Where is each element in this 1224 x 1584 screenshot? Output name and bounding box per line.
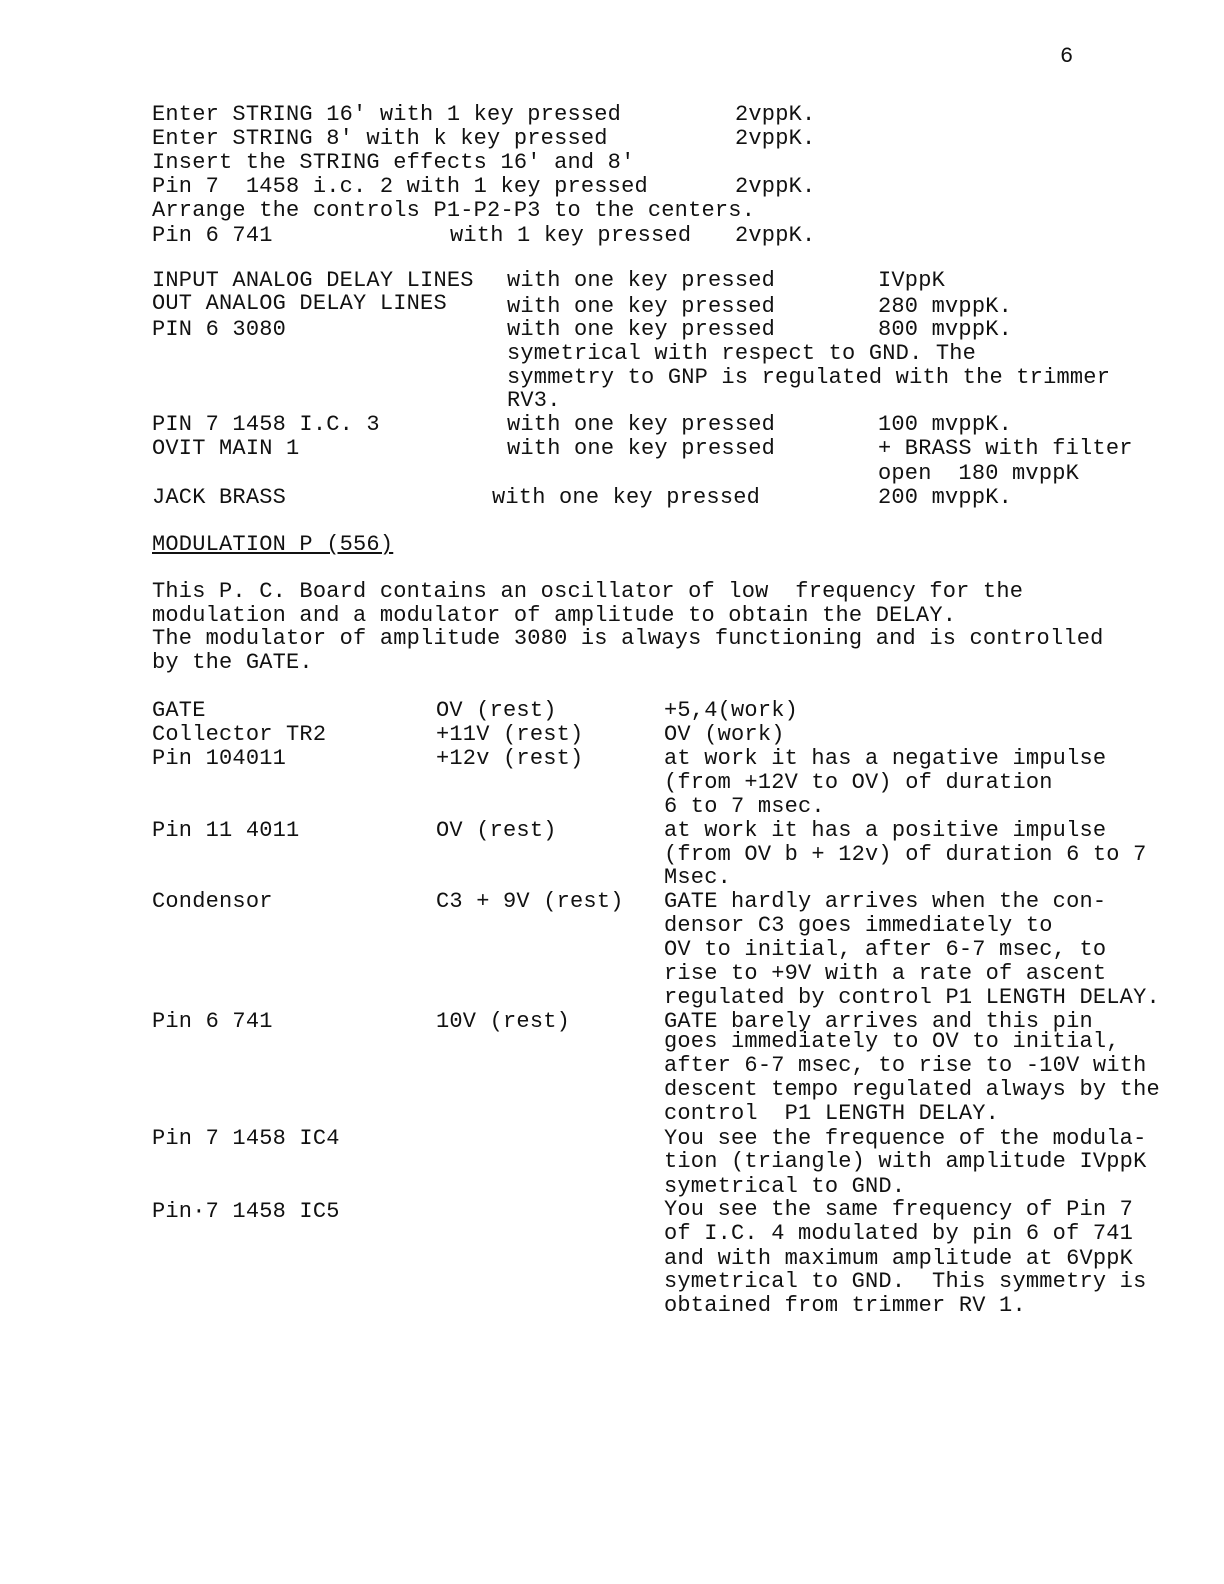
row-work-line: densor C3 goes immediately to — [664, 913, 1053, 938]
analog-cond: with one key pressed — [507, 412, 776, 437]
row-work-line: Msec. — [664, 865, 732, 890]
intro-line-6: Pin 6 741 — [152, 223, 273, 248]
row-work-line: control P1 LENGTH DELAY. — [664, 1101, 1000, 1126]
row-work-line: +5,4(work) — [664, 698, 799, 723]
analog-value-cont: open 180 mvppK — [878, 461, 1080, 486]
row-rest: OV (rest) — [436, 698, 557, 723]
row-work-line: descent tempo regulated always by the — [664, 1077, 1160, 1102]
analog-note-line: symmetry to GNP is regulated with the trimmer — [507, 365, 1111, 390]
intro-line-4-value: 2vppK. — [735, 174, 816, 199]
row-work-line: (from OV b + 12v) of duration 6 to 7 — [664, 842, 1147, 867]
row-label: Pin·7 1458 IC5 — [152, 1199, 340, 1224]
analog-label: PIN 6 3080 — [152, 317, 287, 342]
intro-line-5: Arrange the controls P1-P2-P3 to the centers. — [152, 198, 756, 223]
analog-cond: with one key pressed — [492, 485, 761, 510]
analog-label: OVIT MAIN 1 — [152, 436, 300, 461]
row-work-line: regulated by control P1 LENGTH DELAY. — [664, 985, 1160, 1010]
row-work-line: at work it has a negative impulse — [664, 746, 1107, 771]
row-rest: 10V (rest) — [436, 1009, 571, 1034]
description-line: by the GATE. — [152, 650, 313, 675]
row-work-line: OV (work) — [664, 722, 785, 747]
analog-note-line: RV3. — [507, 388, 561, 413]
row-work-line: after 6-7 msec, to rise to -10V with — [664, 1053, 1147, 1078]
row-work-line: GATE barely arrives and this pin — [664, 1009, 1093, 1034]
row-rest: OV (rest) — [436, 818, 557, 843]
analog-label: OUT ANALOG DELAY LINES — [152, 291, 447, 316]
intro-line-2: Enter STRING 8' with k key pressed — [152, 126, 608, 151]
row-rest: +12v (rest) — [436, 746, 584, 771]
row-work-line: 6 to 7 msec. — [664, 794, 825, 819]
analog-value: 280 mvppK. — [878, 294, 1013, 319]
row-work-line: You see the frequence of the modula- — [664, 1126, 1147, 1151]
row-work-line: rise to +9V with a rate of ascent — [664, 961, 1107, 986]
intro-line-6-cond: with 1 key pressed — [450, 223, 692, 248]
intro-line-4: Pin 7 1458 i.c. 2 with 1 key pressed — [152, 174, 648, 199]
analog-label: JACK BRASS — [152, 485, 287, 510]
row-rest: C3 + 9V (rest) — [436, 889, 624, 914]
row-label: Collector TR2 — [152, 722, 327, 747]
row-label: GATE — [152, 698, 206, 723]
row-work-line: OV to initial, after 6-7 msec, to — [664, 937, 1107, 962]
page-number: 6 — [1060, 44, 1074, 69]
description-line: The modulator of amplitude 3080 is always functioning and is controlled — [152, 626, 1104, 651]
row-label: Pin 11 4011 — [152, 818, 300, 843]
description-line: This P. C. Board contains an oscillator of low frequency for the — [152, 579, 1024, 604]
analog-cond: with one key pressed — [507, 294, 776, 319]
description-line: modulation and a modulator of amplitude to obtain the DELAY. — [152, 603, 957, 628]
analog-cond: with one key pressed — [507, 268, 776, 293]
intro-line-6-value: 2vppK. — [735, 223, 816, 248]
analog-cond: with one key pressed — [507, 436, 776, 461]
intro-line-3: Insert the STRING effects 16' and 8' — [152, 150, 635, 175]
row-work-line: and with maximum amplitude at 6VppK — [664, 1246, 1134, 1271]
row-work-line: symetrical to GND. This symmetry is — [664, 1269, 1147, 1294]
row-rest: +11V (rest) — [436, 722, 584, 747]
row-work-line: at work it has a positive impulse — [664, 818, 1107, 843]
row-work-line: GATE hardly arrives when the con- — [664, 889, 1107, 914]
analog-value: 100 mvppK. — [878, 412, 1013, 437]
analog-value: 200 mvppK. — [878, 485, 1013, 510]
analog-label: PIN 7 1458 I.C. 3 — [152, 412, 380, 437]
row-label: Pin 6 741 — [152, 1009, 273, 1034]
row-work-line: tion (triangle) with amplitude IVppK — [664, 1149, 1147, 1174]
row-work-line: obtained from trimmer RV 1. — [664, 1293, 1026, 1318]
row-label: Pin 104011 — [152, 746, 287, 771]
row-label: Pin 7 1458 IC4 — [152, 1126, 340, 1151]
analog-value: 800 mvppK. — [878, 317, 1013, 342]
analog-note-line: symetrical with respect to GND. The — [507, 341, 977, 366]
analog-cond: with one key pressed — [507, 317, 776, 342]
section-title: MODULATION P (556) — [152, 532, 394, 557]
row-work-line: symetrical to GND. — [664, 1174, 906, 1199]
analog-label: INPUT ANALOG DELAY LINES — [152, 268, 474, 293]
row-work-line: goes immediately to OV to initial, — [664, 1029, 1120, 1054]
intro-line-1: Enter STRING 16' with 1 key pressed — [152, 102, 622, 127]
row-work-line: of I.C. 4 modulated by pin 6 of 741 — [664, 1221, 1134, 1246]
analog-value: + BRASS with filter — [878, 436, 1133, 461]
intro-line-1-value: 2vppK. — [735, 102, 816, 127]
row-work-line: (from +12V to OV) of duration — [664, 770, 1053, 795]
intro-line-2-value: 2vppK. — [735, 126, 816, 151]
analog-value: IVppK — [878, 268, 946, 293]
row-label: Condensor — [152, 889, 273, 914]
row-work-line: You see the same frequency of Pin 7 — [664, 1197, 1134, 1222]
